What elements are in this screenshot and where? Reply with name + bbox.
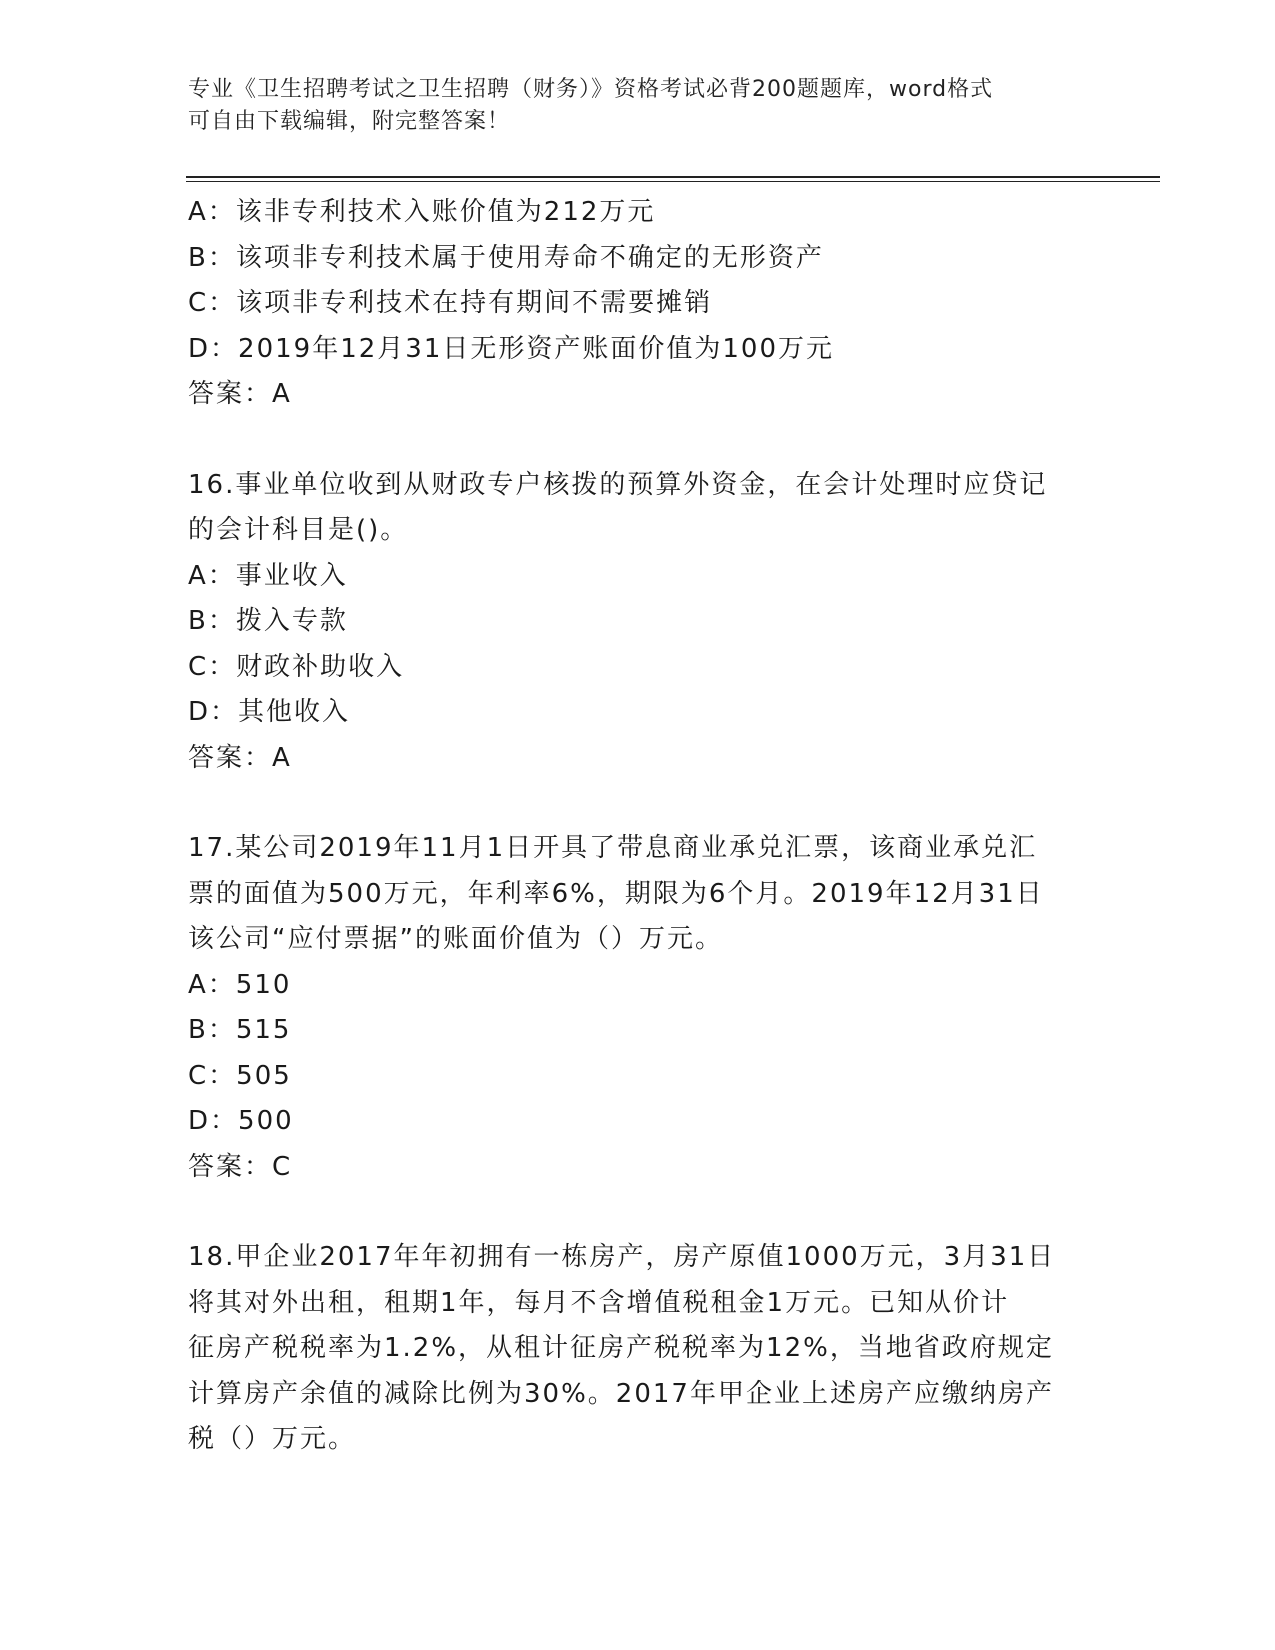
spacer [188, 418, 1088, 463]
question-text-line: 征房产税税率为1.2%，从租计征房产税税率为12%，当地省政府规定 [188, 1333, 1054, 1363]
option-c: C：505 [188, 1060, 292, 1091]
option-d: D：500 [188, 1106, 294, 1136]
question-text-line: 税（）万元。 [188, 1424, 357, 1454]
spacer [188, 781, 1088, 826]
question-16 [188, 463, 1088, 782]
answer: 答案：A [188, 379, 292, 409]
spacer [188, 1190, 1088, 1235]
option-b: B：该项非专利技术属于使用寿命不确定的无形资产 [188, 242, 824, 273]
document-header [188, 74, 1068, 138]
question-text-line: 票的面值为500万元，年利率6%，期限为6个月。2019年12月31日 [188, 878, 1044, 909]
document-body [188, 190, 1088, 1463]
option-b: B：515 [188, 1015, 292, 1045]
option-d: D：其他收入 [188, 697, 351, 727]
question-text-line: 16.事业单位收到从财政专户核拨的预算外资金，在会计处理时应贷记 [188, 469, 1048, 500]
option-c: C：财政补助收入 [188, 651, 405, 682]
question-text-line: 该公司“应付票据”的账面价值为（）万元。 [188, 924, 723, 954]
answer: 答案：A [188, 742, 292, 773]
answer: 答案：C [188, 1151, 293, 1182]
option-d: D：2019年12月31日无形资产账面价值为100万元 [188, 333, 834, 364]
question-text-line: 17.某公司2019年11月1日开具了带息商业承兑汇票，该商业承兑汇 [188, 833, 1038, 863]
question-15-options [188, 190, 1088, 418]
question-text-line: 将其对外出租，租期1年，每月不含增值税租金1万元。已知从价计 [188, 1287, 1010, 1318]
header-line-2: 可自由下载编辑，附完整答案！ [188, 109, 511, 134]
question-text-line: 18.甲企业2017年年初拥有一栋房产，房产原值1000万元，3月31日 [188, 1242, 1056, 1272]
question-17 [188, 826, 1088, 1190]
question-18 [188, 1235, 1088, 1463]
header-divider [186, 176, 1160, 182]
option-c: C：该项非专利技术在持有期间不需要摊销 [188, 288, 713, 318]
option-a: A：该非专利技术入账价值为212万元 [188, 197, 656, 227]
option-b: B：拨入专款 [188, 606, 348, 636]
question-text-line: 计算房产余值的减除比例为30%。2017年甲企业上述房产应缴纳房产 [188, 1378, 1054, 1409]
option-a: A：510 [188, 969, 292, 1000]
question-text-line: 的会计科目是()。 [188, 515, 409, 545]
option-a: A：事业收入 [188, 560, 348, 591]
header-line-1: 专业《卫生招聘考试之卫生招聘（财务）》资格考试必背200题题库，word格式 [188, 77, 994, 102]
